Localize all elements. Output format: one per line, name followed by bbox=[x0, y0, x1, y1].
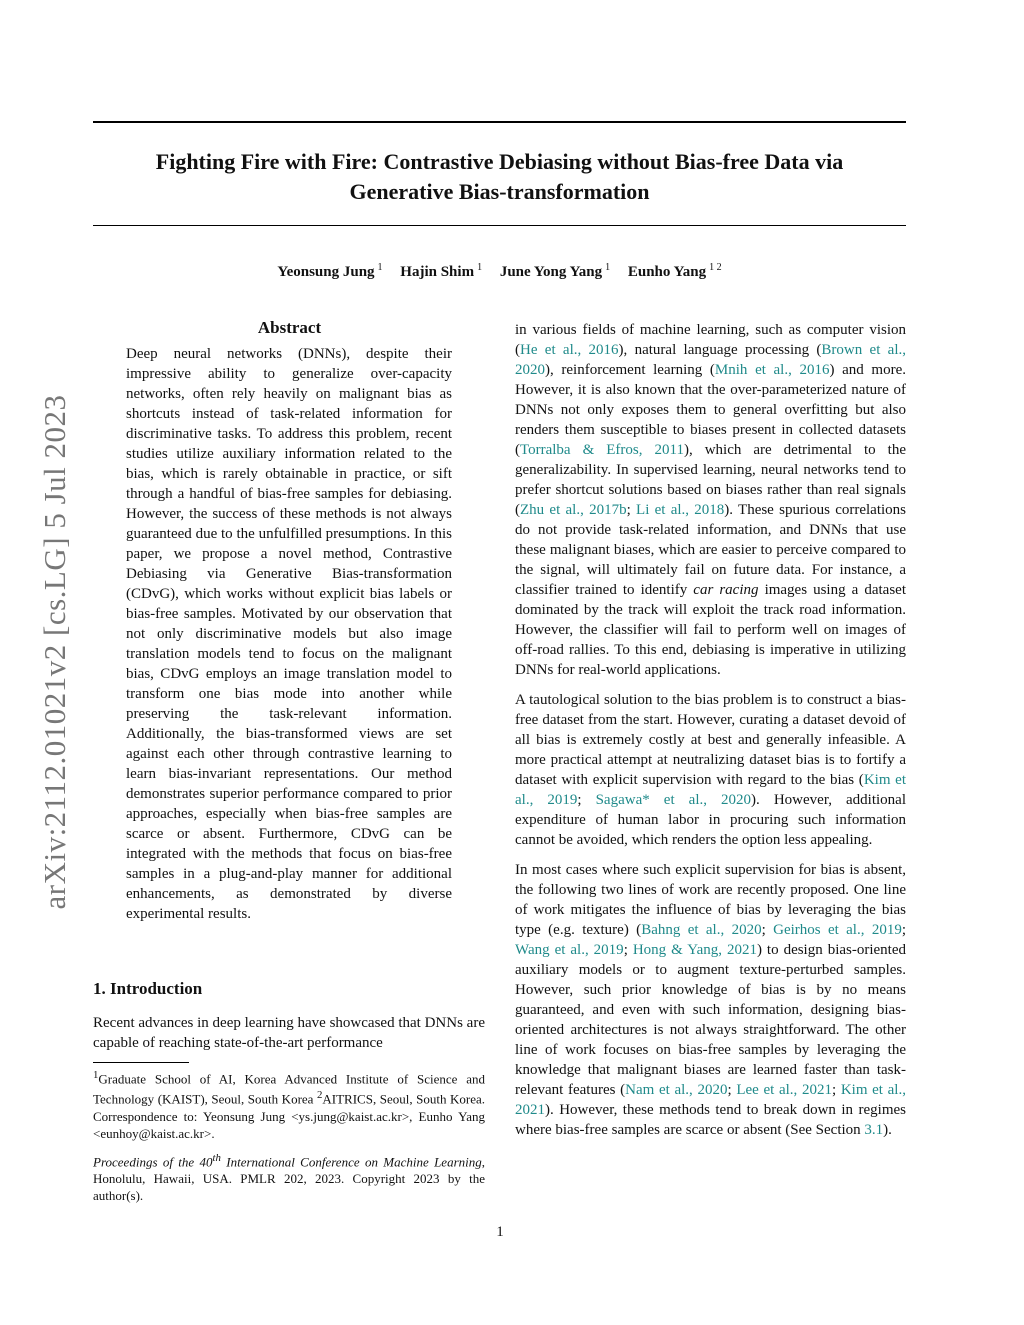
author-affiliation: 1 bbox=[477, 262, 483, 273]
paragraph: In most cases where such explicit supervision for bias is absent, the following two lines of work are recently proposed. One line of work mitigates the influence of bias by leveraging the bias type (e.g. texture) (Bahng et al., 2020; Geirhos et al., 2019; Wang et al., 2019; Hong & Yang, 2021) to design bias-oriented auxiliary models or to augment texture-perturbed samples. However, such prior knowledge of bias is by no means guaranteed, and even with such information, designing bias-oriented architectures is not always straightforward. The other line of work focuses on bias-free samples by leveraging the knowledge that malignant biases are learned faster than task-relevant features (Nam et al., 2020; Lee et al., 2021; Kim et al., 2021). However, these methods tend to break down in regimes where bias-free samples are scarce or absent (See Section 3.1). bbox=[515, 862, 907, 1138]
right-column bbox=[515, 320, 906, 1140]
citation-link[interactable]: Hong & Yang, 2021 bbox=[632, 942, 757, 958]
title-bottom-rule bbox=[93, 225, 906, 226]
footnote: $^1$Graduate School of AI, Korea Advanced Institute of Science and Technology (KAIST), Seoul, South Korea $^2$AITRICS, Seoul, South Korea. Correspondence to: Yeonsung Jung <ys.jung@kaist.ac.kr>, Eunho Yang <eunhoy@kaist.ac.kr>. bbox=[93, 1069, 485, 1141]
author-affiliation: 1 2 bbox=[709, 262, 722, 273]
section-link[interactable]: 3.1 bbox=[864, 1122, 884, 1138]
citation-link[interactable]: Kim et al., 2021 bbox=[515, 1082, 906, 1118]
footnote-rule bbox=[93, 1062, 189, 1063]
abstract-text: Deep neural networks (DNNs), despite their impressive ability to generalize over-capacity networks, often rely heavily on malignant bias as shortcuts instead of task-related information for discriminative tasks. To address this problem, recent studies utilize auxiliary information related to the bias, which is rarely obtainable in practice, or sift through a handful of bias-free samples for debiasing. However, the success of these methods is not always guaranteed due to the unfulfilled presumptions. In this paper, we propose a novel method, Contrastive Debiasing via Generative Bias-transformation (CDvG), which works without explicit bias labels or bias-free samples. Motivated by our observation that not only discriminative models but also image translation models tend to focus on the malignant bias, CDvG employs an image translation model to transform one bias mode into another while preserving the task-relevant information. Additionally, the bias-transformed views are set against each other through contrastive learning to learn bias-invariant representations. Our method demonstrates superior performance compared to prior approaches, especially when bias-free samples are scarce or absent. Furthermore, CDvG can be integrated with the methods that focus on bias-free samples in a plug-and-play manner for additional enhancements, as demonstrated by diverse experimental results. bbox=[126, 346, 452, 922]
page-number: 1 bbox=[496, 1224, 504, 1240]
citation-link[interactable]: Sagawa* et al., 2020 bbox=[595, 792, 752, 808]
author: Hajin Shim $^1$ bbox=[400, 262, 483, 280]
citation-link[interactable]: Torralba & Efros, 2011 bbox=[520, 442, 684, 458]
arxiv-identifier: arXiv:2112.01021v2 [cs.LG] 5 Jul 2023 bbox=[37, 394, 72, 910]
abstract-heading: Abstract bbox=[257, 318, 322, 337]
citation-link[interactable]: Geirhos et al., 2019 bbox=[773, 922, 902, 938]
author: June Yong Yang $^1$ bbox=[499, 262, 611, 280]
abstract-body bbox=[126, 344, 452, 924]
citation-link[interactable]: Li et al., 2018 bbox=[636, 502, 725, 518]
intro-left-text: Recent advances in deep learning have showcased that DNNs are capable of reaching state-of-the-art performance bbox=[93, 1015, 485, 1051]
section-heading: 1. Introduction bbox=[93, 979, 203, 998]
citation-link[interactable]: He et al., 2016 bbox=[520, 342, 619, 358]
author-affiliation: 1 bbox=[377, 262, 383, 273]
paragraph: in various fields of machine learning, such as computer vision (He et al., 2016), natural language processing (Brown et al., 2020), reinforcement learning (Mnih et al., 2016) and more. However, it is also known that the over-parameterized nature of DNNs not only exposes them to general overfitting but also renders them susceptible to biases present in collected datasets (Torralba & Efros, 2011), which are detrimental to the generalizability. In supervised learning, neural networks tend to prefer shortcut solutions based on biases rather than real signals (Zhu et al., 2017b; Li et al., 2018). These spurious correlations do not provide task-related information, and DNNs that use these malignant biases, which are easier to perceive compared to the signal, will ultimately fail on future data. For instance, a classifier trained to identify car racing images using a dataset dominated by the track will exploit the track road information. However, the classifier will fail to perform well on images of off-road rallies. To this end, debiasing is imperative in utilizing DNNs for real-world applications. bbox=[515, 322, 907, 678]
top-rule bbox=[93, 121, 906, 123]
author-affiliation: 1 bbox=[605, 262, 611, 273]
citation-link[interactable]: Nam et al., 2020 bbox=[625, 1082, 728, 1098]
title-line-2: Generative Bias-transformation bbox=[349, 179, 650, 204]
author-list bbox=[93, 262, 906, 281]
citation-link[interactable]: Zhu et al., 2017b bbox=[520, 502, 627, 518]
proceedings-note: Proceedings of the 40th International Conference on Machine Learning, Honolulu, Hawaii, USA. PMLR 202, 2023. Copyright 2023 by the author(s). bbox=[93, 1152, 485, 1204]
citation-link[interactable]: Mnih et al., 2016 bbox=[714, 362, 830, 378]
paragraph: A tautological solution to the bias problem is to construct a bias-free dataset from the start. However, curating a dataset devoid of all bias is extremely costly at best and generally infeasible. A more practical attempt at neutralizing dataset bias is to fortify a dataset with explicit supervision with regard to the bias (Kim et al., 2019; Sagawa* et al., 2020). However, additional expenditure of human labor in procuring such information cannot be avoided, which renders the option less appealing. bbox=[515, 692, 906, 848]
citation-link[interactable]: Wang et al., 2019 bbox=[515, 942, 624, 958]
citation-link[interactable]: Brown et al., 2020 bbox=[515, 342, 907, 378]
title-line-1: Fighting Fire with Fire: Contrastive Debiasing without Bias-free Data via bbox=[155, 149, 844, 174]
paper-title bbox=[93, 147, 906, 207]
citation-link[interactable]: Kim et al., 2019 bbox=[515, 772, 906, 808]
author: Yeonsung Jung $^1$ bbox=[277, 262, 383, 280]
author: Eunho Yang $^{1 2}$ bbox=[627, 262, 722, 280]
citation-link[interactable]: Lee et al., 2021 bbox=[736, 1082, 832, 1098]
citation-link[interactable]: Bahng et al., 2020 bbox=[641, 922, 762, 938]
